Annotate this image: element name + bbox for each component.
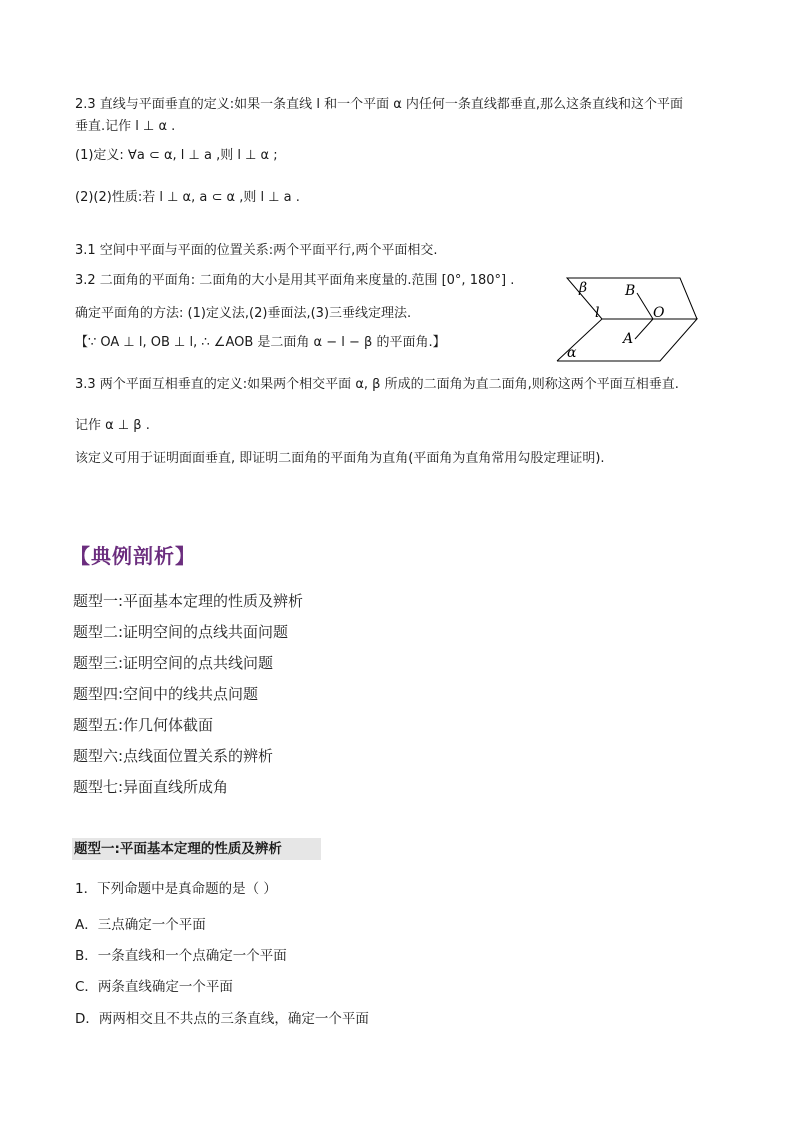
section1-title: 题型一:平面基本定理的性质及辨析 bbox=[72, 838, 321, 860]
toc-item-4: 题型四:空间中的线共点问题 bbox=[73, 685, 259, 703]
toc-item-2: 题型二:证明空间的点线共面问题 bbox=[73, 623, 289, 641]
def23-line1: 2.3 直线与平面垂直的定义:如果一条直线 l 和一个平面 α 内任何一条直线都垂直,那么这条直线和这个平面 bbox=[75, 97, 684, 112]
segment-OA bbox=[635, 319, 653, 339]
segment-OB bbox=[637, 293, 653, 319]
sec32-line1: 3.2 二面角的平面角: 二面角的大小是用其平面角来度量的.范围 [0°, 180°] . bbox=[75, 273, 515, 288]
question1-option-a: A．三点确定一个平面 bbox=[75, 917, 206, 933]
sec33-line3: 该定义可用于证明面面垂直, 即证明二面角的平面角为直角(平面角为直角常用勾股定理证明). bbox=[75, 451, 605, 466]
sec32-line3: 【∵ OA ⊥ l, OB ⊥ l, ∴ ∠AOB 是二面角 α − l − β 的平面角.】 bbox=[75, 335, 446, 350]
question1-option-c: C．两条直线确定一个平面 bbox=[75, 979, 233, 995]
examples-heading: 【典例剖析】 bbox=[70, 544, 196, 568]
def23-item1: (1)定义: ∀a ⊂ α, l ⊥ a ,则 l ⊥ α ; bbox=[75, 148, 278, 163]
toc-item-3: 题型三:证明空间的点共线问题 bbox=[73, 654, 274, 672]
def23-item2: (2)(2)性质:若 l ⊥ α, a ⊂ α ,则 l ⊥ a . bbox=[75, 190, 300, 205]
toc-item-1: 题型一:平面基本定理的性质及辨析 bbox=[73, 592, 304, 610]
dihedral-angle-figure bbox=[555, 273, 705, 365]
label-l: l bbox=[595, 305, 600, 321]
label-B: B bbox=[625, 283, 636, 299]
question1-option-d: D．两两相交且不共点的三条直线，确定一个平面 bbox=[75, 1011, 369, 1027]
sec33-line1: 3.3 两个平面互相垂直的定义:如果两个相交平面 α, β 所成的二面角为直二面角,则称这两个平面互相垂直. bbox=[75, 377, 679, 392]
label-beta: β bbox=[579, 280, 588, 296]
sec31-text: 3.1 空间中平面与平面的位置关系:两个平面平行,两个平面相交. bbox=[75, 243, 438, 258]
label-O: O bbox=[653, 305, 665, 321]
label-A: A bbox=[623, 331, 634, 347]
question1-stem: 1．下列命题中是真命题的是（ ） bbox=[75, 881, 277, 897]
sec33-line2: 记作 α ⊥ β . bbox=[75, 418, 150, 433]
toc-item-5: 题型五:作几何体截面 bbox=[73, 716, 214, 734]
question1-option-b: B．一条直线和一个点确定一个平面 bbox=[75, 948, 287, 964]
toc-item-6: 题型六:点线面位置关系的辨析 bbox=[73, 747, 274, 765]
sec32-line2: 确定平面角的方法: (1)定义法,(2)垂面法,(3)三垂线定理法. bbox=[75, 306, 412, 321]
label-alpha: α bbox=[567, 345, 577, 361]
toc-item-7: 题型七:异面直线所成角 bbox=[73, 778, 229, 796]
def23-line2: 垂直.记作 l ⊥ α . bbox=[75, 119, 176, 134]
